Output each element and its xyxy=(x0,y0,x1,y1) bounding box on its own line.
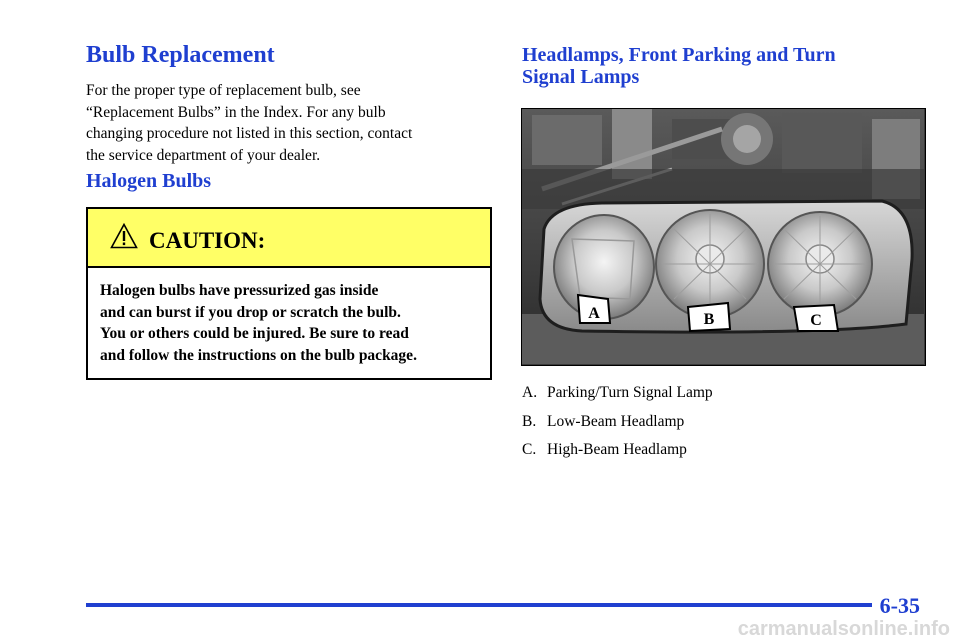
caution-text xyxy=(100,280,485,366)
intro-paragraph xyxy=(86,80,486,166)
warning-triangle-icon xyxy=(110,223,138,249)
caution-line: You or others could be injured. Be sure to read xyxy=(100,325,409,342)
headlamp-photo xyxy=(521,108,926,366)
svg-text:C: C xyxy=(810,312,822,329)
headlamp-legend xyxy=(522,383,713,469)
legend-item xyxy=(522,412,713,432)
legend-text: Low‐Beam Headlamp xyxy=(547,412,685,430)
heading-line: Headlamps, Front Parking and Turn xyxy=(522,44,836,66)
legend-text: Parking/Turn Signal Lamp xyxy=(547,384,713,401)
svg-text:B: B xyxy=(703,311,715,328)
caution-header xyxy=(88,209,490,268)
page-number: 6-35 xyxy=(879,593,920,618)
caution-title: CAUTION: xyxy=(149,228,266,253)
intro-line: the service department of your dealer. xyxy=(86,146,321,164)
callout-b xyxy=(688,303,730,331)
intro-line: “Replacement Bulbs” in the Index. For any bulb xyxy=(86,103,386,121)
heading-line: Signal Lamps xyxy=(522,66,640,88)
footer-rule xyxy=(86,603,872,607)
headlamp-illustration xyxy=(522,109,924,364)
section-heading-headlamps xyxy=(522,44,922,88)
caution-line: and can burst if you drop or scratch the bulb. xyxy=(100,303,401,321)
legend-item xyxy=(522,440,713,460)
section-heading-halogen-bulbs: Halogen Bulbs xyxy=(86,170,212,192)
watermark-text: carmanualsonline.info xyxy=(737,618,950,640)
callout-a xyxy=(578,295,610,323)
legend-letter: C. xyxy=(522,441,537,458)
caution-line: and follow the instructions on the bulb package. xyxy=(100,346,417,364)
page-title: Bulb Replacement xyxy=(86,42,275,68)
svg-text:A: A xyxy=(588,305,600,322)
intro-line: changing procedure not listed in this section, contact xyxy=(86,125,413,142)
caution-line: Halogen bulbs have pressurized gas inside xyxy=(100,282,379,299)
callout-c xyxy=(794,305,838,331)
legend-letter: B. xyxy=(522,412,537,430)
intro-line: For the proper type of replacement bulb, see xyxy=(86,82,361,99)
legend-text: High‐Beam Headlamp xyxy=(547,441,687,458)
legend-item xyxy=(522,383,713,403)
legend-letter: A. xyxy=(522,384,538,401)
caution-box xyxy=(86,207,492,380)
